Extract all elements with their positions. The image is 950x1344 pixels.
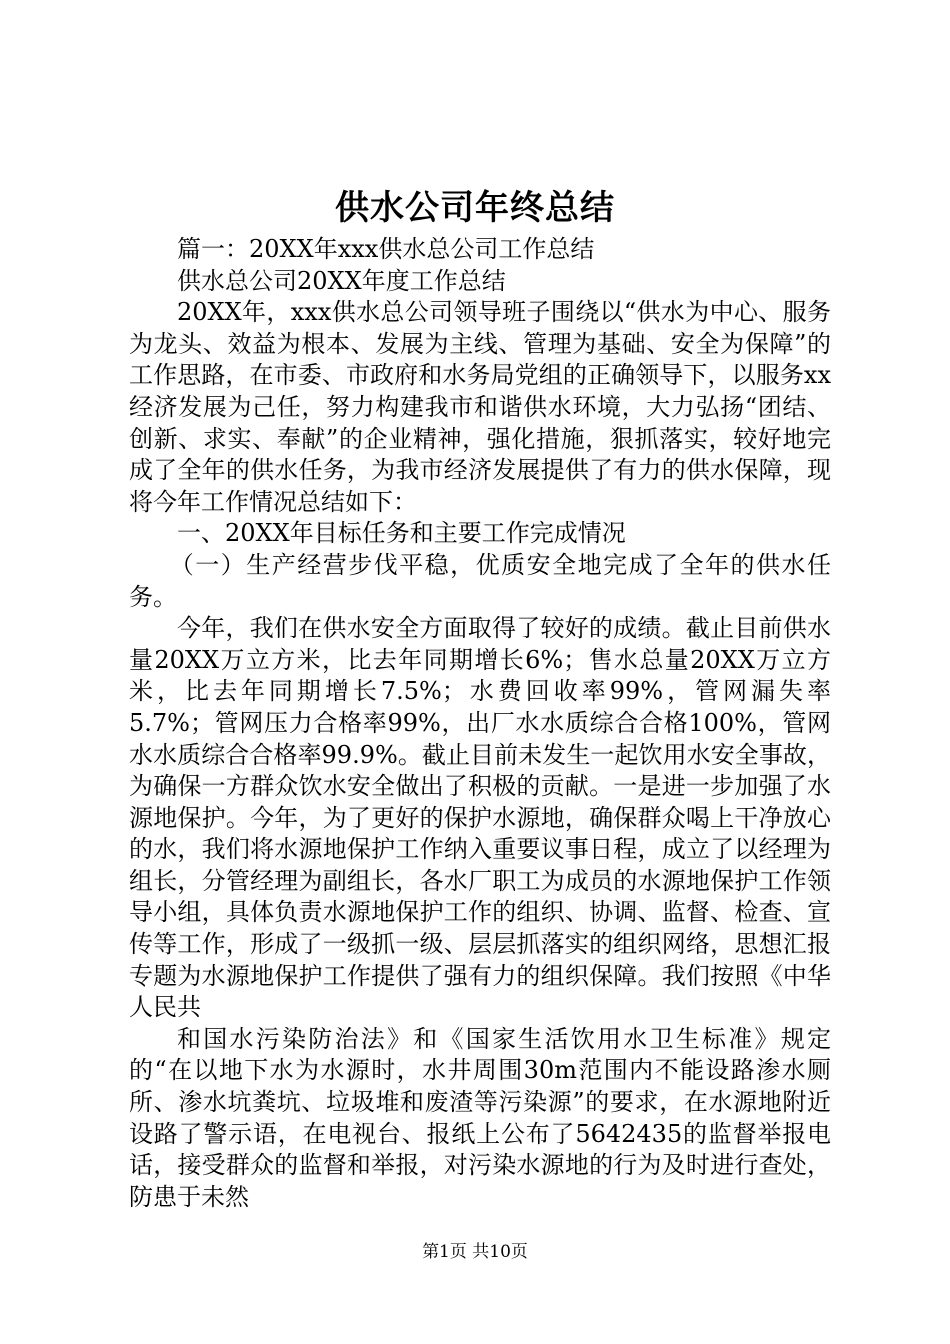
subsection-heading: （一）生产经营步伐平稳，优质安全地完成了全年的供水任务。 bbox=[129, 550, 831, 611]
document-title: 供水公司年终总结 bbox=[335, 188, 615, 228]
section-heading: 篇一：20XX年xxx供水总公司工作总结 bbox=[177, 235, 595, 263]
body-paragraph: 今年，我们在供水安全方面取得了较好的成绩。截止目前供水量20XX万立方米，比去年同期增长6%；售水总量20XX万立方米，比去年同期增长7.5%；水费回收率99%，管网漏失率5.7%；管网压力合格率99%，出厂水水质综合合格100%，管网水水质综合合格率99.9%。截止目前未发生一起饮用水安全事故，为确保一方群众饮水安全做出了积极的贡献。一是进一步加强了水源地保护。今年，为了更好的保护水源地，确保群众喝上干净放心的水，我们将水源地保护工作纳入重要议事日程，成立了以经理为组长，分管经理为副组长，各水厂职工为成员的水源地保护工作领导小组，具体负责水源地保护工作的组织、协调、监督、检查、宣传等工作，形成了一级抓一级、层层抓落实的组织网络，思想汇报专题为水源地保护工作提供了强有力的组织保障。我们按照《中华人民共 bbox=[129, 614, 831, 1022]
document-body bbox=[129, 234, 831, 1213]
section-heading: 一、20XX年目标任务和主要工作完成情况 bbox=[177, 519, 626, 548]
body-paragraph: 20XX年，xxx供水总公司领导班子围绕以“供水为中心、服务为龙头、效益为根本、发展为主线、管理为基础、安全为保障”的工作思路，在市委、市政府和水务局党组的正确领导下，以服务xx经济发展为己任，努力构建我市和谐供水环境，大力弘扬“团结、创新、求实、奉献”的企业精神，强化措施，狠抓落实，较好地完成了全年的供水任务，为我市经济发展提供了有力的供水保障，现将今年工作情况总结如下： bbox=[129, 298, 831, 516]
page-number: 第1页 共10页 bbox=[422, 1242, 528, 1262]
body-paragraph: 和国水污染防治法》和《国家生活饮用水卫生标准》规定的“在以地下水为水源时，水井周围30m范围内不能设路渗水厕所、渗水坑粪坑、垃圾堆和废渣等污染源”的要求，在水源地附近设路了警示语，在电视台、报纸上公布了5642435的监督举报电话，接受群众的监督和举报，对污染水源地的行为及时进行查处，防患于未然 bbox=[129, 1024, 831, 1211]
report-subtitle: 供水总公司20XX年度工作总结 bbox=[177, 266, 506, 295]
